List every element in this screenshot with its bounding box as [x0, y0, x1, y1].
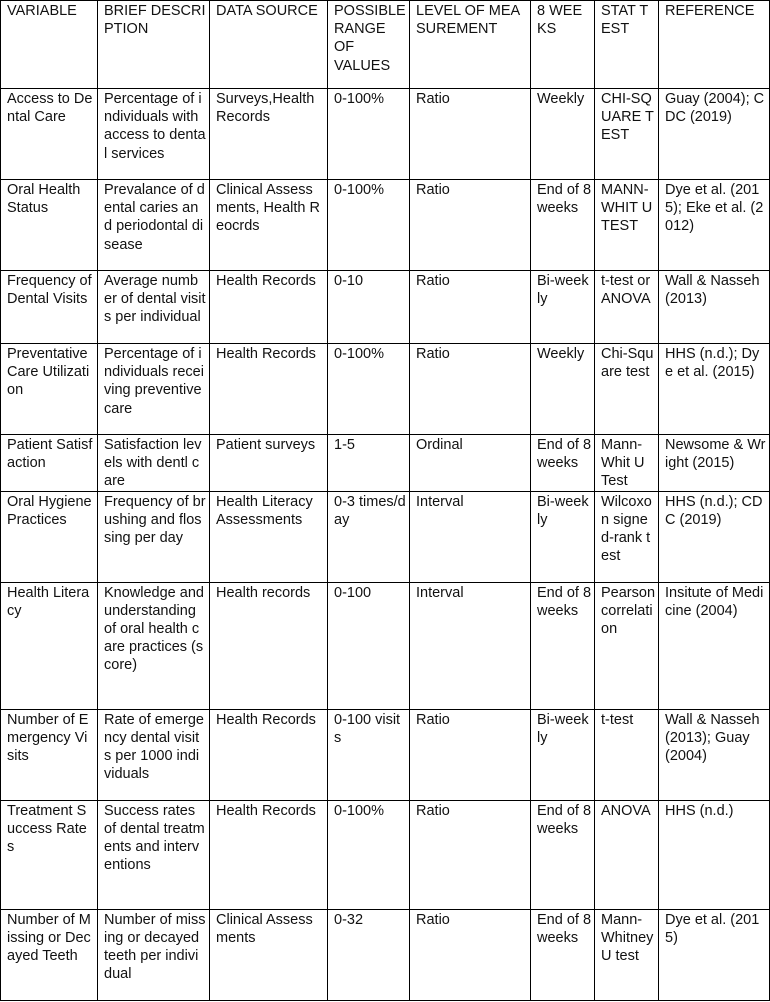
cell-variable: Preventative Care Utilization: [1, 344, 98, 435]
cell-reference: HHS (n.d.); CDC (2019): [659, 491, 770, 582]
table-row: [1, 180, 770, 271]
cell-source: Health Records: [210, 800, 328, 909]
cell-reference: Insitute of Medicine (2004): [659, 582, 770, 709]
cell-stat: MANN-WHIT U TEST: [595, 180, 659, 271]
cell-source: Health Literacy Assessments: [210, 491, 328, 582]
cell-range: 0-100%: [328, 89, 410, 180]
table-row: [1, 89, 770, 180]
table-row: [1, 800, 770, 909]
cell-variable: Access to Dental Care: [1, 89, 98, 180]
table-row: [1, 344, 770, 435]
cell-measurement: Ratio: [410, 344, 531, 435]
cell-source: Clinical Assessments, Health Reocrds: [210, 180, 328, 271]
cell-variable: Health Literacy: [1, 582, 98, 709]
table-row: [1, 709, 770, 800]
table-row: [1, 491, 770, 582]
header-weeks: 8 WEEKS: [531, 1, 595, 89]
cell-reference: Dye et al. (2015); Eke et al. (2012): [659, 180, 770, 271]
cell-variable: Frequency of Dental Visits: [1, 271, 98, 344]
cell-weeks: End of 8 weeks: [531, 435, 595, 492]
cell-reference: Dye et al. (2015): [659, 909, 770, 1000]
table-row: [1, 271, 770, 344]
cell-reference: HHS (n.d.): [659, 800, 770, 909]
cell-weeks: Bi-weekly: [531, 491, 595, 582]
cell-range: 0-100%: [328, 180, 410, 271]
cell-stat: CHI-SQUARE TEST: [595, 89, 659, 180]
cell-measurement: Interval: [410, 491, 531, 582]
cell-source: Clinical Assessments: [210, 909, 328, 1000]
table-row: [1, 435, 770, 492]
cell-range: 0-32: [328, 909, 410, 1000]
cell-reference: Newsome & Wright (2015): [659, 435, 770, 492]
cell-stat: Mann-Whitney U test: [595, 909, 659, 1000]
cell-reference: Wall & Nasseh (2013): [659, 271, 770, 344]
cell-weeks: Bi-weekly: [531, 271, 595, 344]
cell-weeks: Weekly: [531, 89, 595, 180]
header-range-line: RANGE: [334, 21, 386, 38]
cell-stat: Mann-Whit U Test: [595, 435, 659, 492]
table-row: [1, 909, 770, 1000]
cell-weeks: Weekly: [531, 344, 595, 435]
header-measurement: LEVEL OF MEASUREMENT: [410, 1, 531, 89]
cell-variable: Treatment Success Rates: [1, 800, 98, 909]
cell-reference: Wall & Nasseh (2013); Guay (2004): [659, 709, 770, 800]
cell-source: Health records: [210, 582, 328, 709]
cell-range: 0-100%: [328, 344, 410, 435]
cell-range: 0-3 times/day: [328, 491, 410, 582]
cell-source: Health Records: [210, 271, 328, 344]
cell-variable: Patient Satisfaction: [1, 435, 98, 492]
header-range-line: VALUES: [334, 57, 391, 74]
cell-variable: Number of Missing or Decayed Teeth: [1, 909, 98, 1000]
cell-stat: Chi-Square test: [595, 344, 659, 435]
cell-description: Knowledge and understanding of oral health care practices (score): [98, 582, 210, 709]
cell-weeks: Bi-weekly: [531, 709, 595, 800]
cell-weeks: End of 8 weeks: [531, 800, 595, 909]
cell-range: 0-100 visits: [328, 709, 410, 800]
cell-range: 1-5: [328, 435, 410, 492]
cell-measurement: Ratio: [410, 800, 531, 909]
cell-measurement: Ratio: [410, 709, 531, 800]
cell-measurement: Ordinal: [410, 435, 531, 492]
cell-description: Number of missing or decayed teeth per individual: [98, 909, 210, 1000]
cell-description: Prevalance of dental caries and periodontal disease: [98, 180, 210, 271]
header-range-line: POSSIBLE: [334, 3, 406, 19]
header-range-line: OF: [334, 39, 355, 56]
table-row: [1, 582, 770, 709]
cell-measurement: Interval: [410, 582, 531, 709]
cell-description: Rate of emergency dental visits per 1000 individuals: [98, 709, 210, 800]
cell-description: Percentage of individuals receiving preventive care: [98, 344, 210, 435]
cell-description: Frequency of brushing and flossing per day: [98, 491, 210, 582]
cell-stat: t-test or ANOVA: [595, 271, 659, 344]
cell-measurement: Ratio: [410, 180, 531, 271]
header-row: [1, 1, 770, 89]
cell-description: Satisfaction levels with dentl care: [98, 435, 210, 492]
cell-measurement: Ratio: [410, 909, 531, 1000]
cell-source: Health Records: [210, 344, 328, 435]
header-description: BRIEF DESCRIPTION: [98, 1, 210, 89]
cell-measurement: Ratio: [410, 271, 531, 344]
cell-weeks: End of 8 weeks: [531, 582, 595, 709]
header-stat: STAT TEST: [595, 1, 659, 89]
header-reference: REFERENCE: [659, 1, 770, 89]
cell-stat: Pearson correlation: [595, 582, 659, 709]
cell-description: Average number of dental visits per individual: [98, 271, 210, 344]
cell-range: 0-100: [328, 582, 410, 709]
header-source: DATA SOURCE: [210, 1, 328, 89]
cell-variable: Number of Emergency Visits: [1, 709, 98, 800]
cell-weeks: End of 8 weeks: [531, 909, 595, 1000]
cell-weeks: End of 8 weeks: [531, 180, 595, 271]
cell-variable: Oral Health Status: [1, 180, 98, 271]
cell-description: Success rates of dental treatments and interventions: [98, 800, 210, 909]
header-range: [328, 1, 410, 89]
header-variable: VARIABLE: [1, 1, 98, 89]
cell-source: Patient surveys: [210, 435, 328, 492]
cell-stat: ANOVA: [595, 800, 659, 909]
cell-reference: HHS (n.d.); Dye et al. (2015): [659, 344, 770, 435]
cell-stat: t-test: [595, 709, 659, 800]
cell-reference: Guay (2004); CDC (2019): [659, 89, 770, 180]
cell-variable: Oral Hygiene Practices: [1, 491, 98, 582]
cell-range: 0-10: [328, 271, 410, 344]
cell-source: Surveys,Health Records: [210, 89, 328, 180]
cell-stat: Wilcoxon signed-rank test: [595, 491, 659, 582]
cell-range: 0-100%: [328, 800, 410, 909]
cell-measurement: Ratio: [410, 89, 531, 180]
cell-source: Health Records: [210, 709, 328, 800]
cell-description: Percentage of individuals with access to dental services: [98, 89, 210, 180]
